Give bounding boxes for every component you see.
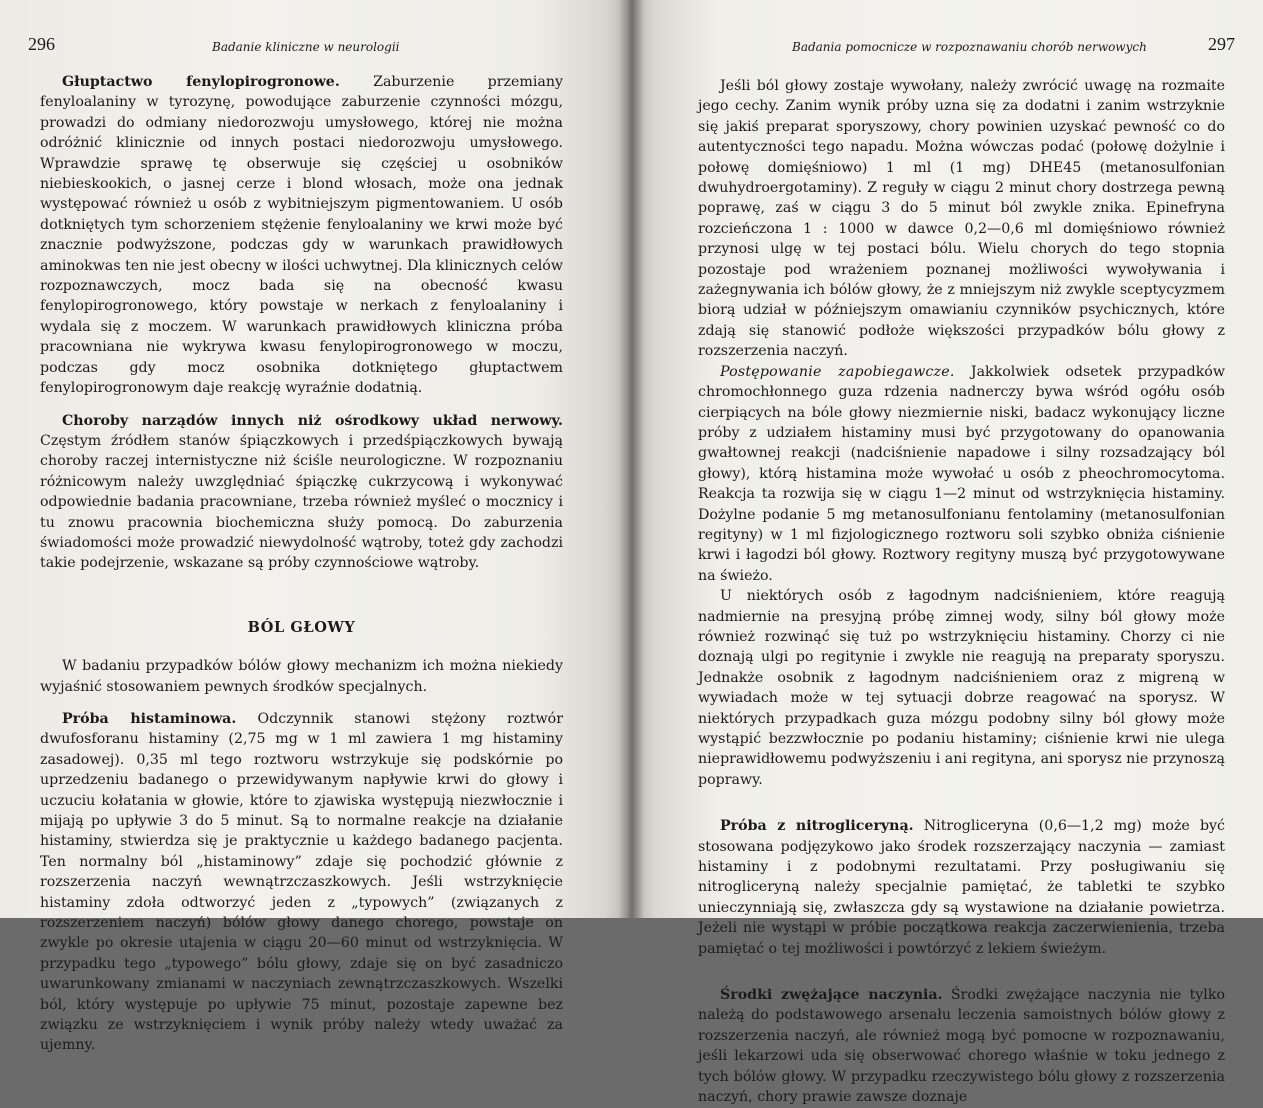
paragraph-text: Częstym źródłem stanów śpiączkowych i przedśpiączkowych bywają choroby raczej internistyczne niż ściśle neurologiczne. W rozpoznaniu różnicowym należy uwzględniać śpiączkę cukrzycową i wykonywać odpowiednie badania pracowniane, trzeba również myśleć o mocznicy i tu znowu pracownia biochemiczna służy pomocą. Do zaburzenia świadomości może prowadzić niewydolność wątroby, toteż gdy zachodzi takie podejrzenie, wskazane są próby czynnościowe wątroby. xyxy=(40,432,563,572)
left-page xyxy=(0,0,629,1054)
paragraph xyxy=(40,709,563,1056)
paragraph-text: Środki zwężające naczynia nie tylko należą do podstawowego arsenału leczenia samoistnych bólów głowy z rozszerzenia naczyń, ale również mogą być pomocne w rozpoznawaniu, jeśli lekarzowi uda się obserwować chorego właśnie w toku jednego z tych bólów głowy. W przypadku rzeczywistego bólu głowy z rozszerzenia naczyń, chory prawie zawsze doznaje xyxy=(698,987,1225,1106)
right-page-body xyxy=(698,76,1225,1108)
running-head: Badanie kliniczne w neurologii xyxy=(212,40,400,54)
paragraph-text: W badaniu przypadków bólów głowy mechanizm ich można niekiedy wyjaśnić stosowaniem pewnych środków specjalnych. xyxy=(40,658,563,695)
paragraph xyxy=(40,72,563,399)
paragraph xyxy=(698,816,1225,959)
run-in-heading: Próba histaminowa. xyxy=(62,710,237,727)
right-page xyxy=(629,0,1263,1106)
paragraph xyxy=(40,411,563,574)
paragraph-text: Odczynnik stanowi stężony roztwór dwufosforanu histaminy (2,75 mg w 1 ml zawiera 1 mg histaminy zasadowej). 0,35 ml tego roztworu wstrzykuje się podskórnie po uprzedzeniu badanego o przewidywanym napływie krwi do głowy i uczuciu kołatania w głowie, które to zjawiska występują niezwłocznie i mijają po upływie 3 do 5 minut. Są to normalne reakcje na działanie histaminy, stwierdza się je praktycznie u każdego badanego pacjenta. Ten normalny ból „histaminowy” zdaje się pochodzić głównie z rozszerzenia naczyń wewnątrzczaszkowych. Jeśli wstrzyknięcie histaminy zdoła odtworzyć jeden z „typowych” (związanych z rozszerzeniem naczyń) bólów głowy danego chorego, powstaje on zwykle po okresie utajenia w ciągu 20—60 minut od wstrzyknięcia. W przypadku tego „typowego” bólu głowy, zdaje się on być zasadniczo uwarunkowany zmianami w naczyniach zewnątrzczaszkowych. Wszelki ból, który występuje po upływie 75 minut, pozostaje zapewne bez związku ze wstrzyknięciem i wynik próby należy wtedy uważać za ujemny. xyxy=(40,710,563,1054)
paragraph xyxy=(698,76,1225,362)
left-page-body xyxy=(40,72,563,1056)
paragraph-text: Jeśli ból głowy zostaje wywołany, należy zwrócić uwagę na rozmaite jego cechy. Zanim wynik próby uzna się za dodatni i zanim wstrzyknie się jakiś preparat sporyszowy, chory powinien uzyskać pewność co do autentyczności tego napadu. Można wówczas podać (połowę dożylnie i połowę domięśniowo) 1 ml (1 mg) DHE45 (metanosulfonian dwuhydroergotaminy). Z reguły w ciągu 2 minut chory dostrzega pewną poprawę, zaś w ciągu 3 do 5 minut ból zwykle znika. Epinefryna rozcieńczona 1 : 1000 w dawce 0,2—0,6 ml domięśniowo również przynosi ulgę w tej postaci bólu. Wielu chorych do tego stopnia pozostaje pod wrażeniem poznanej możliwości wywoływania i zażegnywania ich bólów głowy, że z mniejszym niż zwykle sceptycyzmem biorą udział w późniejszym omawianiu czynników psychicznych, które zdają się stanowić podłoże większości przypadków bólu głowy z rozszerzenia naczyń. xyxy=(698,78,1225,360)
run-in-heading: Postępowanie zapobiegawcze. xyxy=(720,363,955,380)
paragraph-text: Nitrogliceryna (0,6—1,2 mg) może być stosowana podjęzykowo jako środek rozszerzający naczynia — zamiast histaminy i z podobnymi rezultatami. Przy posługiwaniu się nitrogliceryną należy specjalnie pamiętać, że tabletki te szybko unieczynniają się, zwłaszcza gdy są wystawione na działanie powietrza. Jeżeli nie wystąpi w próbie początkowa reakcja zaczerwienienia, trzeba pamiętać o tej możliwości i powtórzyć z lekiem świeżym. xyxy=(698,818,1225,957)
paragraph xyxy=(40,656,563,697)
paragraph xyxy=(698,985,1225,1107)
book-gutter-shadow xyxy=(618,0,644,918)
run-in-heading: Próba z nitrogliceryną. xyxy=(720,818,914,835)
paragraph-text: U niektórych osób z łagodnym nadciśnieniem, które reagują nadmiernie na presyjną próbę zimnej wody, silny ból głowy może również rozwinąć się tuż po wstrzyknięciu histaminy. Chorzy ci nie doznają ulgi po regitynie i zwykle nie reagują na preparaty sporyszu. Jednakże osobnik z łagodnym nadciśnieniem oraz z migreną w wywiadach może w tej sytuacji dobrze reagować na sporysz. W niektórych przypadkach guza mózgu podobny silny ból głowy może wystąpić bezzwłocznie po podaniu histaminy; ciśnienie krwi nie ulega nieprawidłowemu podwyższeniu i ani regityna, ani sporysz nie przynoszą poprawy. xyxy=(698,588,1226,788)
paragraph xyxy=(698,362,1225,586)
paragraph xyxy=(698,586,1225,790)
run-in-heading: Głuptactwo fenylopirogronowe. xyxy=(62,74,340,90)
run-in-heading: Środki zwężające naczynia. xyxy=(720,987,943,1004)
paragraph-text: Jakkolwiek odsetek przypadków chromochłonnego guza rdzenia nadnerczy bywa wśród ogółu osób cierpiących na bóle głowy niezmiernie niski, badacz wykonujący liczne próby z udziałem histaminy musi być przygotowany do opanowania gwałtownej reakcji (nadciśnienie napadowe i silny rozsadzający ból głowy), którą histamina może wywołać u osób z pheochromocytoma. Reakcja ta rozwija się w ciągu 1—2 minut od wstrzyknięcia histaminy. Dożylne podanie 5 mg metanosulfonianu fentolaminy (metanosulfonian regityny) w 1 ml fizjologicznego roztworu soli szybko obniża ciśnienie krwi i łagodzi ból głowy. Roztwory regityny muszą być przygotowywane na świeżo. xyxy=(698,363,1225,584)
running-head: Badania pomocnicze w rozpoznawaniu chorób nerwowych xyxy=(792,40,1147,54)
section-title: BÓL GŁOWY xyxy=(247,618,356,636)
run-in-heading: Choroby narządów innych niż ośrodkowy układ nerwowy. xyxy=(62,412,563,429)
page-number: 296 xyxy=(28,34,55,54)
page-number: 297 xyxy=(1208,34,1235,54)
paragraph-text: Zaburzenie przemiany fenyloalaniny w tyrozynę, powodujące zaburzenie czynności mózgu, prowadzi do odmiany niedorozwoju umysłowego, której nie można odróżnić klinicznie od innych postaci niedorozwoju umysłowego. Wprawdzie sprawę tę obserwuje się częściej u osobników niebieskookich, o jasnej cerze i blond włosach, może ona jednak występować również u osób z wybitniejszym pigmentowaniem. U osób dotkniętych tym schorzeniem stężenie fenyloalaniny we krwi może być znacznie podwyższone, podczas gdy w warunkach prawidłowych aminokwas ten nie jest obecny w ilości uchwytnej. Dla klinicznych celów rozpoznawczych, mocz bada się na obecność kwasu fenylopirogronowego, który powstaje w nerkach z fenyloalaniny i wydala się z moczem. W warunkach prawidłowych kliniczna próba pracowniana nie wykrywa kwasu fenylopirogronowego w moczu, podczas gdy mocz osobnika dotkniętego głuptactwem fenylopirogronowym daje reakcję wyraźnie dodatnią. xyxy=(40,74,564,397)
